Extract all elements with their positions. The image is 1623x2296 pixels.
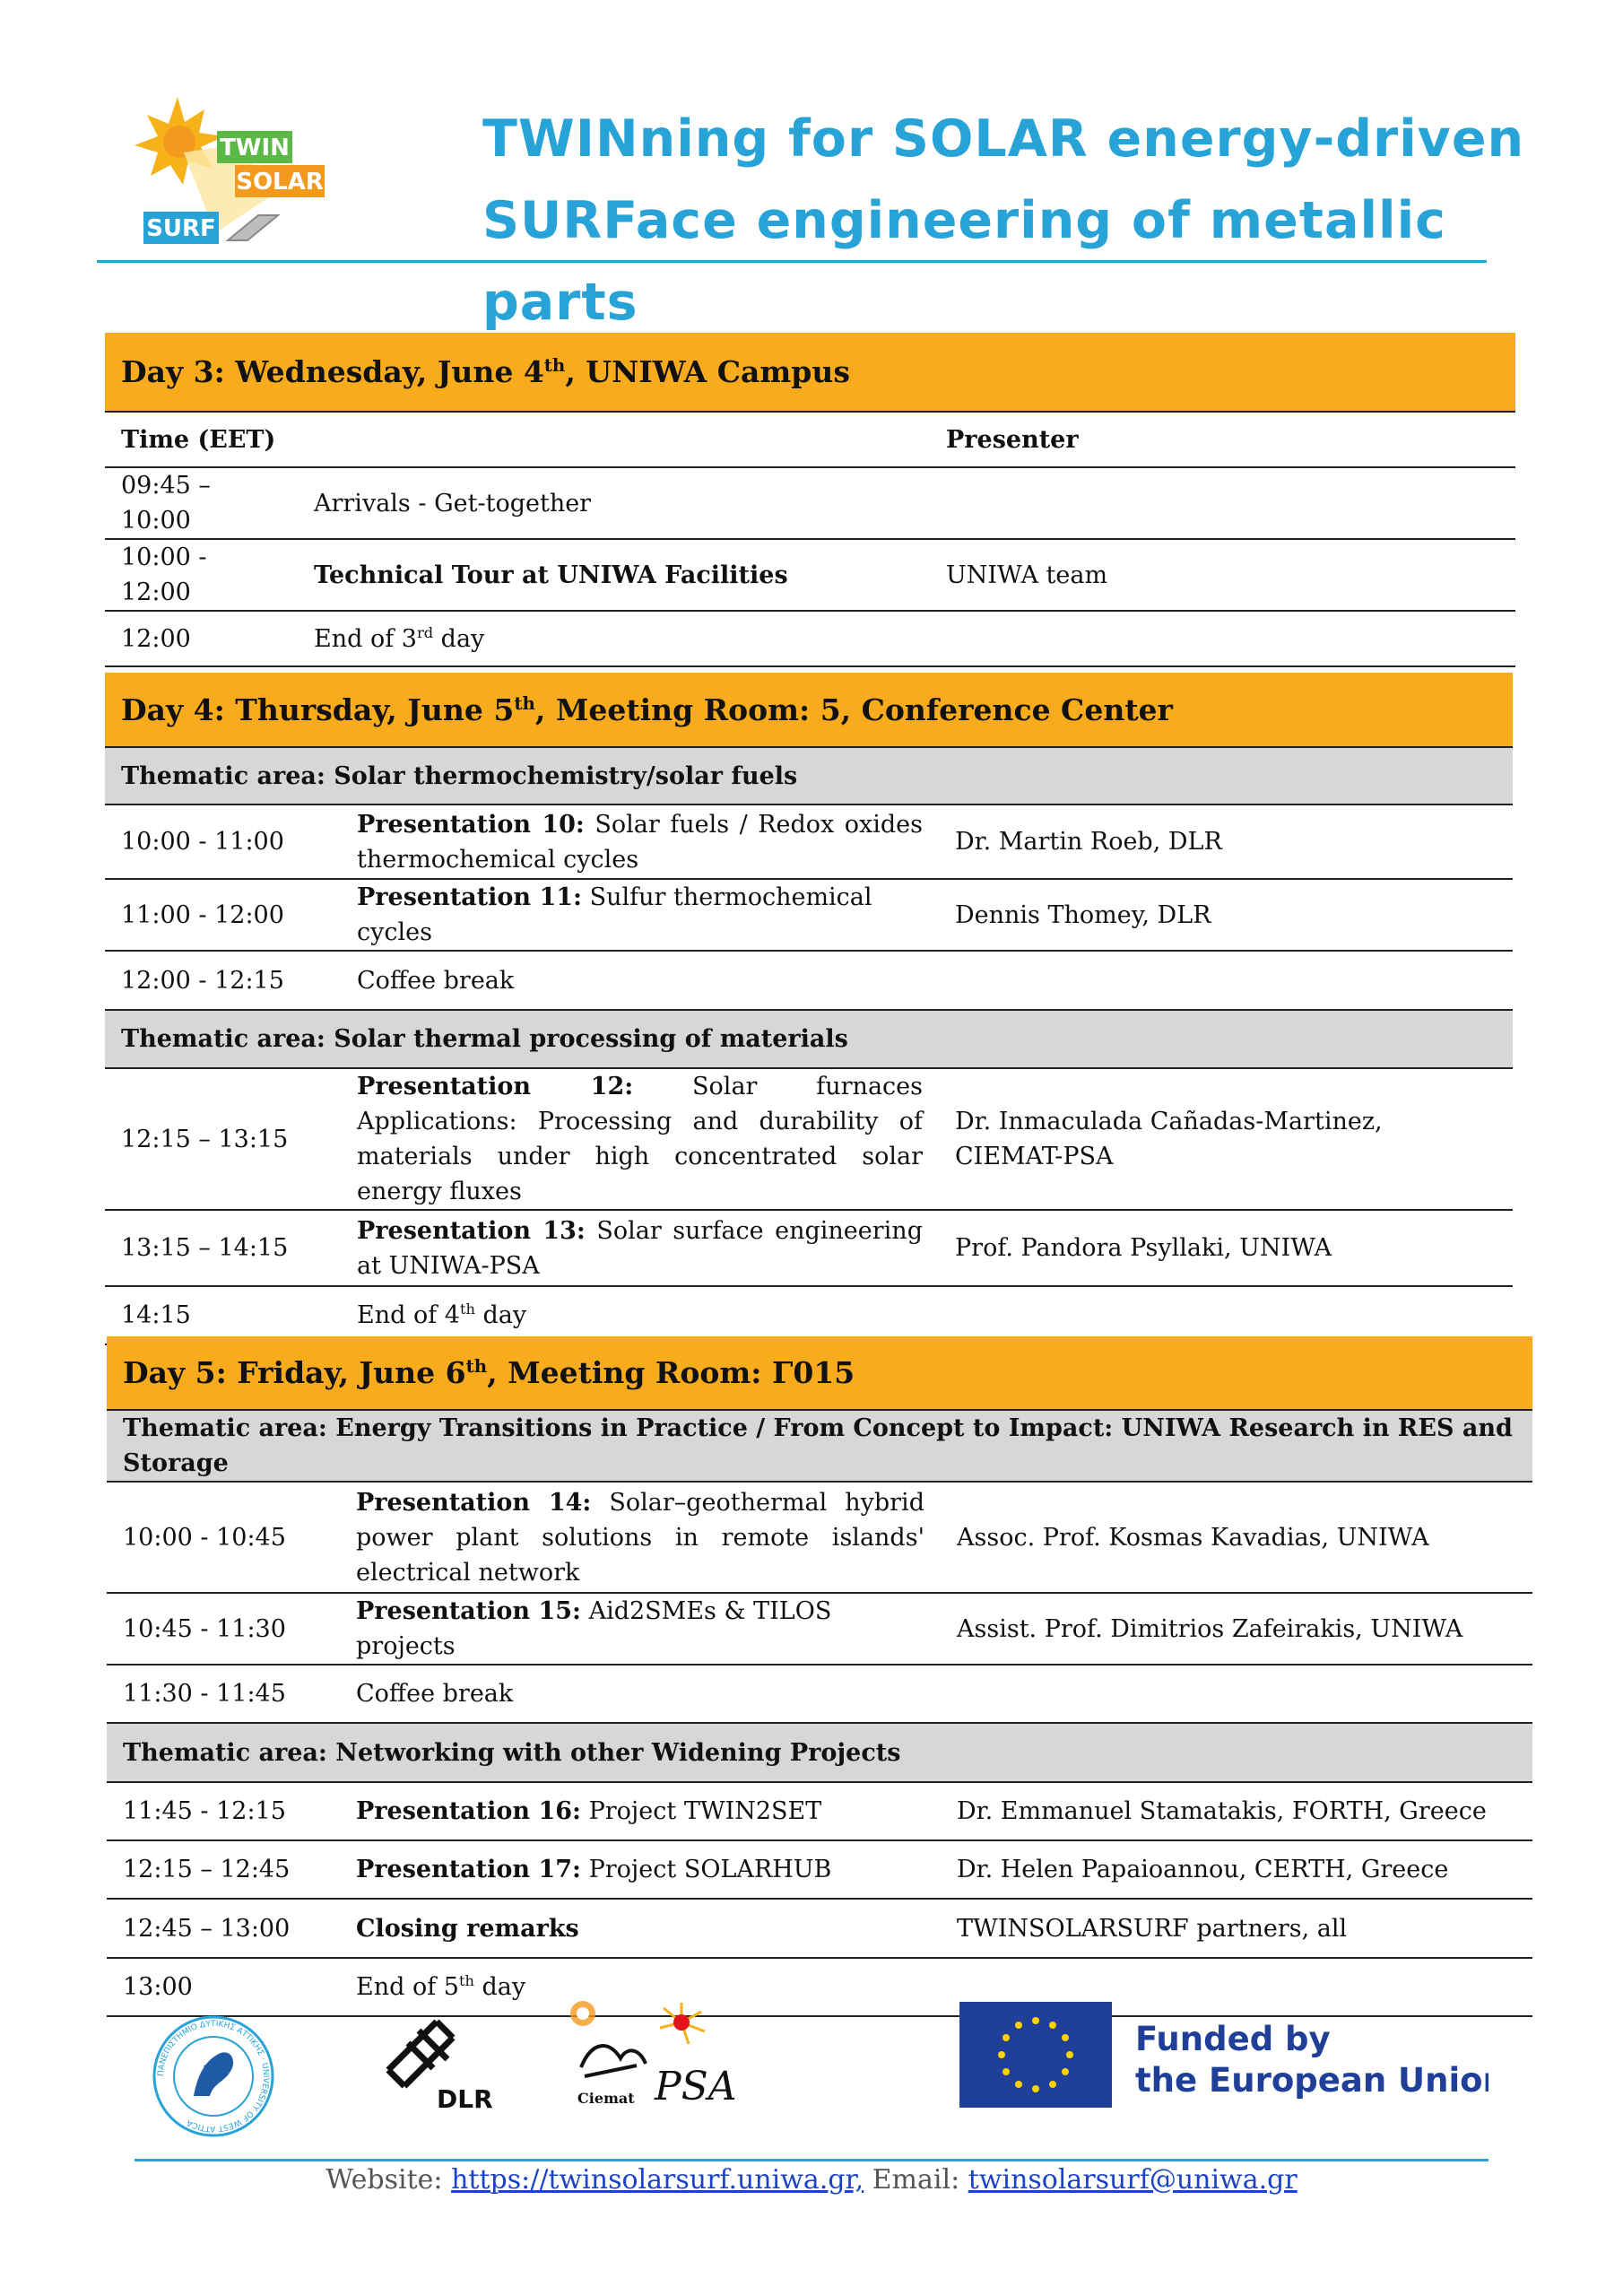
thematic-area: Thematic area: Solar thermochemistry/solar fuels	[105, 747, 1513, 804]
svg-text:ΠΑΝΕΠΙΣΤΗΜΙΟ ΔΥΤΙΚΗΣ ΑΤΤΙΚΗΣ ·: ΠΑΝΕΠΙΣΤΗΜΙΟ ΔΥΤΙΚΗΣ ΑΤΤΙΚΗΣ · UNIVERSITY OF WEST ATTICA	[156, 2019, 271, 2134]
col-time-header: Time (EET)	[105, 412, 930, 467]
eu-line1: Funded by	[1135, 2020, 1331, 2058]
table-row: 14:15 End of 4th day	[105, 1286, 1513, 1344]
twinsolarsurf-logo	[108, 90, 350, 251]
thematic-area: Thematic area: Networking with other Widening Projects	[107, 1723, 1532, 1782]
table-row: 12:00 End of 3rd day	[105, 611, 1515, 666]
table-row: 13:15 – 14:15 Presentation 13: Solar surface engineering at UNIWA-PSA Prof. Pandora Psyllaki, UNIWA	[105, 1210, 1513, 1286]
table-row: 12:00 - 12:15 Coffee break	[105, 951, 1513, 1010]
col-presenter-header: Presenter	[930, 412, 1515, 467]
table-row: 12:45 – 13:00 Closing remarks TWINSOLARSURF partners, all	[107, 1899, 1532, 1958]
svg-text:Ciemat: Ciemat	[577, 2090, 635, 2107]
thematic-area: Thematic area: Solar thermal processing of materials	[105, 1010, 1513, 1068]
table-row: 10:45 - 11:30 Presentation 15: Aid2SMEs & TILOS projects Assist. Prof. Dimitrios Zafeirakis, UNIWA	[107, 1593, 1532, 1665]
logo-text-solar: SOLAR	[236, 169, 324, 196]
day3-column-header	[105, 412, 1515, 467]
logo-text-twin: TWIN	[220, 135, 290, 161]
table-row: 10:00 - 12:00 Technical Tour at UNIWA Facilities UNIWA team	[105, 539, 1515, 611]
table-row: 11:00 - 12:00 Presentation 11: Sulfur thermochemical cycles Dennis Thomey, DLR	[105, 879, 1513, 951]
day5-table	[107, 1336, 1532, 2017]
logo-text-surf: SURF	[146, 215, 216, 242]
dlr-logo	[381, 2018, 498, 2112]
svg-text:PSA: PSA	[655, 2064, 737, 2109]
eu-line2: the European Union	[1135, 2061, 1488, 2100]
page-title	[482, 99, 1558, 344]
day3-table	[105, 333, 1515, 667]
website-label: Website:	[325, 2164, 452, 2196]
table-row: 10:00 - 11:00 Presentation 10: Solar fuels / Redox oxides thermochemical cycles Dr. Martin Roeb, DLR	[105, 804, 1513, 879]
table-row: 13:00 End of 5th day	[107, 1958, 1532, 2016]
header-divider	[97, 260, 1487, 263]
website-link[interactable]: https://twinsolarsurf.uniwa.gr,	[451, 2164, 864, 2196]
ciemat-psa-logo	[565, 1996, 758, 2112]
table-row: 12:15 – 12:45 Presentation 17: Project SOLARHUB Dr. Helen Papaioannou, CERTH, Greece	[107, 1840, 1532, 1899]
table-row: 09:45 – 10:00 Arrivals - Get-together	[105, 467, 1515, 539]
email-link[interactable]: twinsolarsurf@uniwa.gr	[968, 2164, 1298, 2196]
eu-funding-logo	[959, 2002, 1488, 2108]
day4-table	[105, 673, 1513, 1345]
email-label: Email:	[864, 2164, 968, 2196]
day3-heading: Day 3: Wednesday, June 4th, UNIWA Campus	[105, 333, 1515, 412]
uniwa-seal-logo	[151, 2013, 276, 2139]
table-row: 10:00 - 10:45 Presentation 14: Solar–geothermal hybrid power plant solutions in remote islands' electrical network Assoc. Prof. Kosmas Kavadias, UNIWA	[107, 1482, 1532, 1593]
page-title-line1: TWINning for SOLAR energy-driven	[482, 109, 1525, 169]
day5-heading: Day 5: Friday, June 6th, Meeting Room: Γ015	[107, 1336, 1532, 1410]
thematic-area: Thematic area: Energy Transitions in Practice / From Concept to Impact: UNIWA Research in RES and Storage	[107, 1410, 1532, 1482]
footer-contact	[0, 2164, 1623, 2196]
page-title-line2: SURFace engineering of metallic parts	[482, 191, 1446, 332]
table-row: 11:45 - 12:15 Presentation 16: Project TWIN2SET Dr. Emmanuel Stamatakis, FORTH, Greece	[107, 1782, 1532, 1840]
day4-heading: Day 4: Thursday, June 5th, Meeting Room: 5, Conference Center	[105, 673, 1513, 747]
footer-divider	[135, 2159, 1488, 2161]
table-row: 11:30 - 11:45 Coffee break	[107, 1665, 1532, 1723]
table-row: 12:15 – 13:15 Presentation 12: Solar furnaces Applications: Processing and durability of materials under high concentrated solar energy fluxes Dr. Inmaculada Cañadas-Martinez, CIEMAT-PSA	[105, 1068, 1513, 1210]
svg-text:DLR: DLR	[437, 2084, 493, 2112]
